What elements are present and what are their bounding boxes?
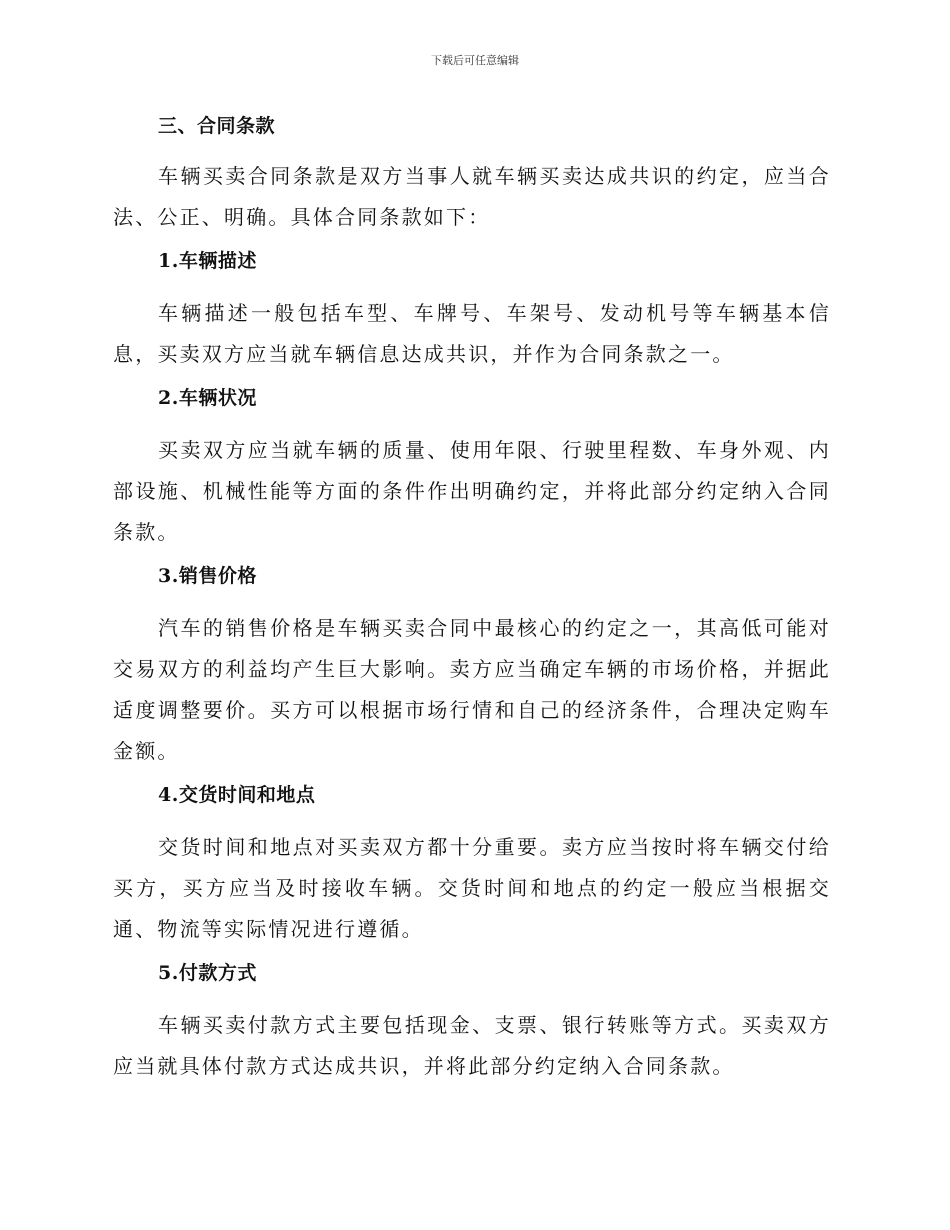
section-paragraph: 汽车的销售价格是车辆买卖合同中最核心的约定之一，其高低可能对交易双方的利益均产生巨大影响。卖方应当确定车辆的市场价格，并据此适度调整要价。买方可以根据市场行情和自己的经济条件，合理决定购车金额。 bbox=[113, 616, 831, 763]
section-vehicle-description bbox=[113, 247, 831, 375]
section-delivery-time-place bbox=[113, 781, 831, 950]
section-heading: 3.销售价格 bbox=[158, 565, 257, 587]
section-contract-terms bbox=[113, 112, 831, 238]
section-paragraph: 车辆描述一般包括车型、车牌号、车架号、发动机号等车辆基本信息，买卖双方应当就车辆信息达成共识，并作为合同条款之一。 bbox=[113, 301, 831, 366]
section-vehicle-condition bbox=[113, 384, 831, 553]
section-paragraph: 车辆买卖付款方式主要包括现金、支票、银行转账等方式。买卖双方应当就具体付款方式达成共识，并将此部分约定纳入合同条款。 bbox=[113, 1013, 831, 1078]
document-body bbox=[113, 112, 831, 1096]
section-payment-method bbox=[113, 959, 831, 1087]
section-paragraph: 车辆买卖合同条款是双方当事人就车辆买卖达成共识的约定，应当合法、公正、明确。具体合同条款如下： bbox=[113, 164, 831, 229]
section-paragraph: 交货时间和地点对买卖双方都十分重要。卖方应当按时将车辆交付给买方，买方应当及时接收车辆。交货时间和地点的约定一般应当根据交通、物流等实际情况进行遵循。 bbox=[113, 835, 831, 941]
section-paragraph: 买卖双方应当就车辆的质量、使用年限、行驶里程数、车身外观、内部设施、机械性能等方面的条件作出明确约定，并将此部分约定纳入合同条款。 bbox=[113, 438, 831, 544]
section-heading: 三、合同条款 bbox=[158, 115, 276, 137]
section-heading: 4.交货时间和地点 bbox=[158, 784, 316, 806]
section-heading: 5.付款方式 bbox=[158, 962, 257, 984]
section-heading: 2.车辆状况 bbox=[158, 387, 257, 409]
section-heading: 1.车辆描述 bbox=[158, 250, 257, 272]
page-header: 下载后可任意编辑 bbox=[431, 54, 519, 67]
section-sale-price bbox=[113, 562, 831, 772]
